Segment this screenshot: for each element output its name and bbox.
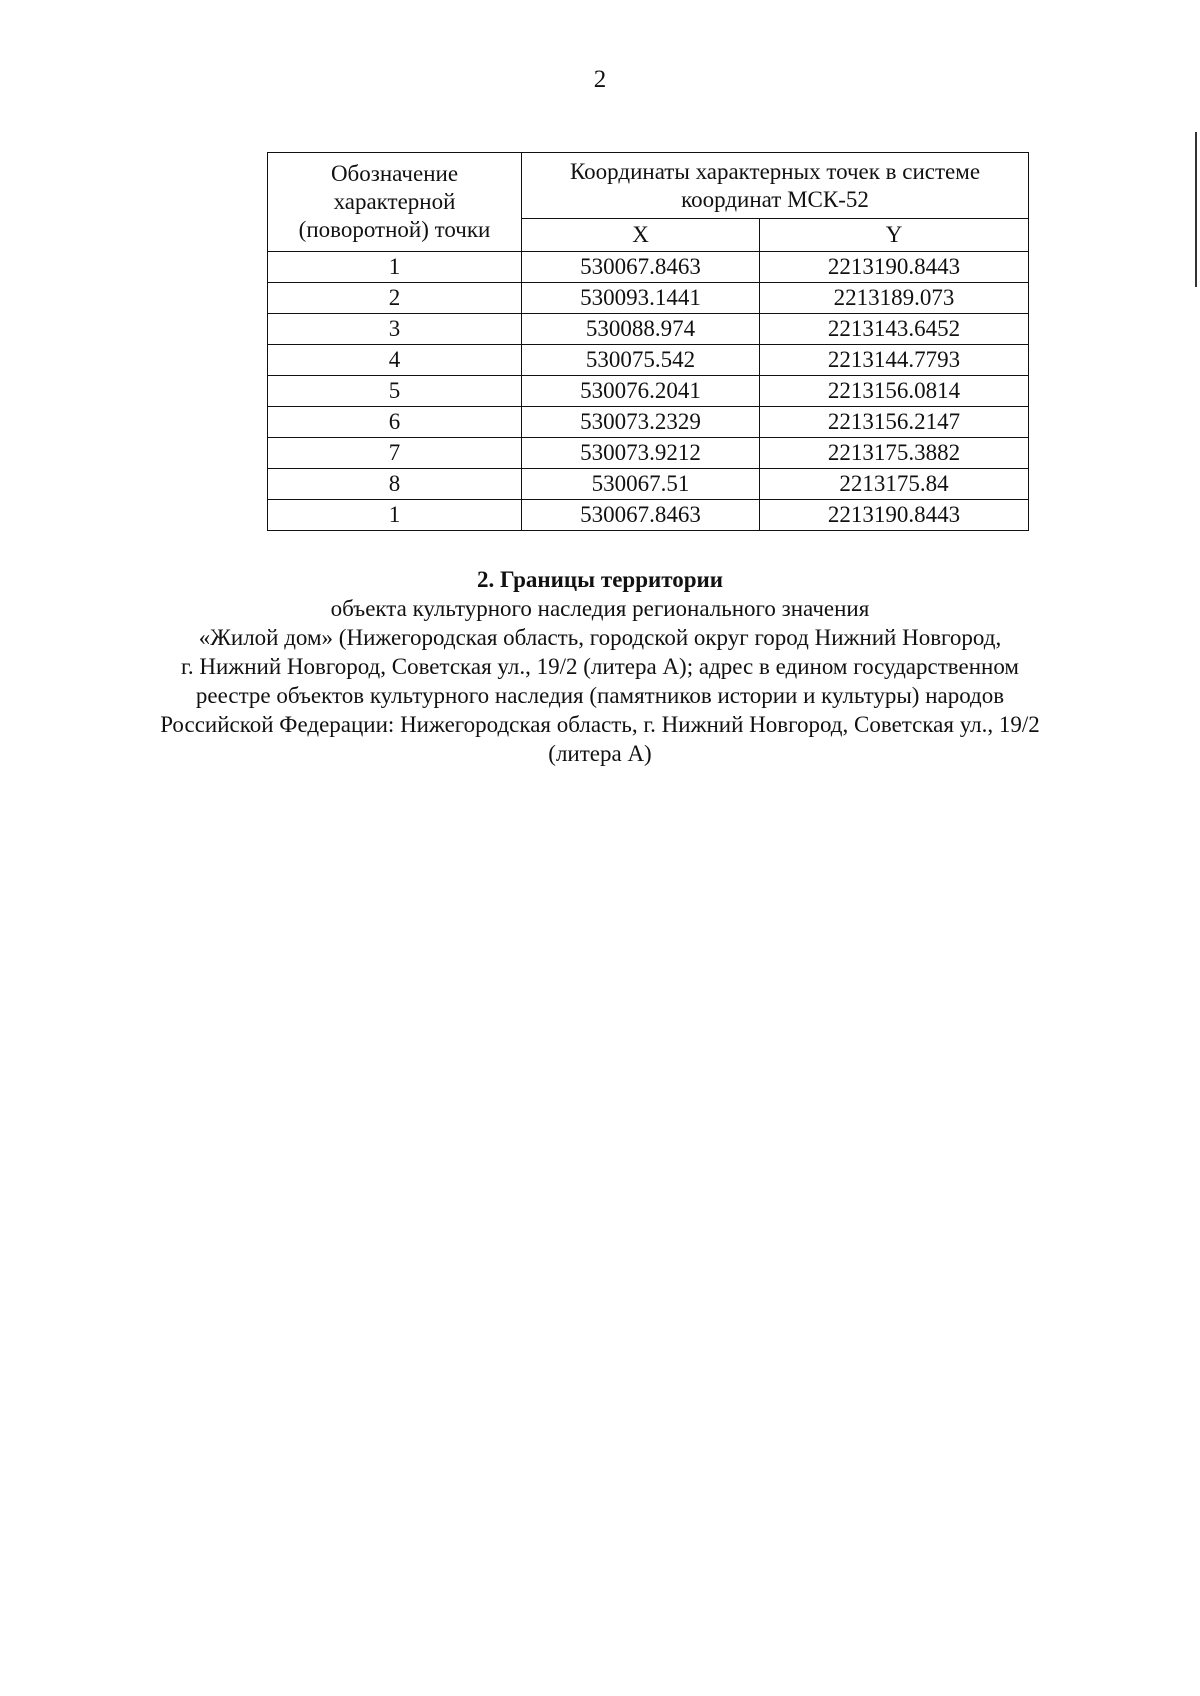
table-row xyxy=(268,469,1029,500)
section-boundaries xyxy=(0,565,1200,768)
y-column-header: Y xyxy=(760,219,1029,252)
point-cell: 1 xyxy=(268,500,522,531)
point-cell: 8 xyxy=(268,469,522,500)
y-coordinate-cell: 2213175.3882 xyxy=(760,438,1029,469)
table-row xyxy=(268,252,1029,283)
point-designation-header xyxy=(268,153,522,252)
point-header-line: (поворотной) точки xyxy=(298,217,491,242)
section-text-line: объекта культурного наследия регионального значения xyxy=(330,596,870,621)
section-text-line: реестре объектов культурного наследия (памятников истории и культуры) народов xyxy=(195,683,1005,708)
x-column-header: X xyxy=(522,219,760,252)
y-coordinate-cell: 2213189.073 xyxy=(760,283,1029,314)
section-text-line: «Жилой дом» (Нижегородская область, городской округ город Нижний Новгород, xyxy=(198,625,1002,650)
section-text-line: (литера А) xyxy=(548,741,652,766)
y-coordinate-cell: 2213156.0814 xyxy=(760,376,1029,407)
x-coordinate-cell: 530088.974 xyxy=(522,314,760,345)
point-cell: 7 xyxy=(268,438,522,469)
point-header-line: характерной xyxy=(333,189,456,214)
point-header-line: Обозначение xyxy=(330,161,459,186)
x-coordinate-cell: 530076.2041 xyxy=(522,376,760,407)
table-header-row xyxy=(268,153,1029,219)
coord-header-line: координат МСК-52 xyxy=(681,186,869,212)
x-coordinate-cell: 530067.8463 xyxy=(522,500,760,531)
x-coordinate-cell: 530067.8463 xyxy=(522,252,760,283)
point-cell: 2 xyxy=(268,283,522,314)
y-coordinate-cell: 2213190.8443 xyxy=(760,252,1029,283)
x-coordinate-cell: 530073.9212 xyxy=(522,438,760,469)
x-coordinate-cell: 530075.542 xyxy=(522,345,760,376)
x-coordinate-cell: 530093.1441 xyxy=(522,283,760,314)
coordinates-header xyxy=(522,153,1029,219)
y-coordinate-cell: 2213156.2147 xyxy=(760,407,1029,438)
y-coordinate-cell: 2213144.7793 xyxy=(760,345,1029,376)
table-row xyxy=(268,438,1029,469)
table-row xyxy=(268,500,1029,531)
coordinates-table xyxy=(267,152,1029,531)
y-coordinate-cell: 2213190.8443 xyxy=(760,500,1029,531)
scan-edge-line xyxy=(1195,132,1197,287)
point-cell: 4 xyxy=(268,345,522,376)
point-cell: 1 xyxy=(268,252,522,283)
section-text-line: Российской Федерации: Нижегородская область, г. Нижний Новгород, Советская ул., 19/2 xyxy=(160,712,1040,737)
y-coordinate-cell: 2213143.6452 xyxy=(760,314,1029,345)
table-row xyxy=(268,283,1029,314)
section-text-line: г. Нижний Новгород, Советская ул., 19/2 (литера А); адрес в едином государственном xyxy=(181,654,1019,679)
table-body xyxy=(268,252,1029,531)
table-row xyxy=(268,376,1029,407)
point-cell: 3 xyxy=(268,314,522,345)
point-cell: 5 xyxy=(268,376,522,407)
coord-header-line: Координаты характерных точек в системе xyxy=(569,158,981,184)
x-coordinate-cell: 530073.2329 xyxy=(522,407,760,438)
point-cell: 6 xyxy=(268,407,522,438)
table-row xyxy=(268,314,1029,345)
x-coordinate-cell: 530067.51 xyxy=(522,469,760,500)
page-number: 2 xyxy=(593,66,607,93)
table-row xyxy=(268,345,1029,376)
section-title: 2. Границы территории xyxy=(476,567,724,592)
table-row xyxy=(268,407,1029,438)
y-coordinate-cell: 2213175.84 xyxy=(760,469,1029,500)
